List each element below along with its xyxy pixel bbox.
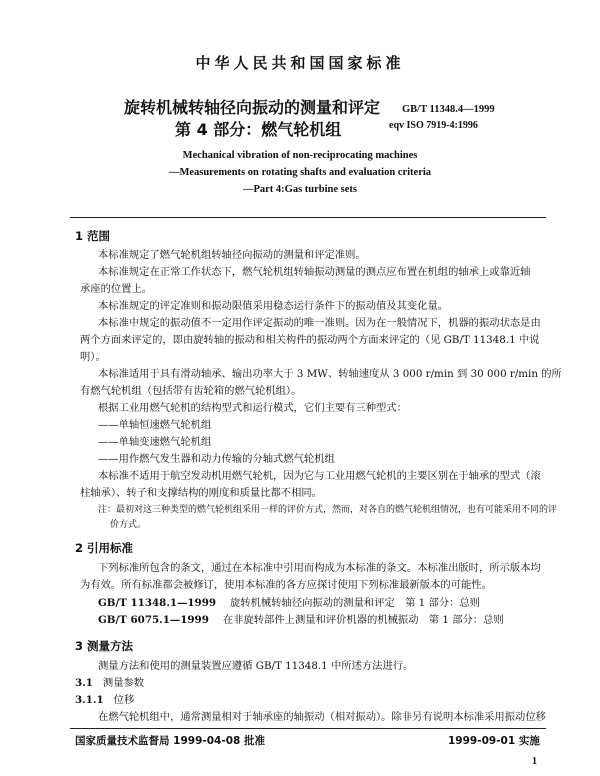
reference-item [98,612,504,628]
paragraph-line: 承座的位置上。 [80,283,153,295]
paragraph-line: 本标准规定了燃气轮机组转轴径向振动的测量和评定准则。 [98,249,366,261]
equivalent-iso-code: eqv ISO 7919-4:1996 [389,120,478,131]
approval-date: 国家质量技术监督局 1999-04-08 批准 [75,735,265,747]
implementation-date: 1999-09-01 实施 [448,735,540,747]
title-divider [70,217,546,218]
footer-divider [70,728,546,729]
note-line: 注：最初对这三种类型的燃气轮机组采用一样的评价方式，然而，对各自的燃气轮机组情况，也有可能采用不同的评 [98,505,558,515]
subsection-number: 3.1.1 [75,694,104,706]
english-title-line1: Mechanical vibration of non-reciprocating machines [182,150,418,161]
paragraph-line: 本标准中规定的振动值不一定用作评定振动的唯一准则。因为在一般情况下，机器的振动状态是由 [98,317,541,329]
english-title-line3: —Part 4:Gas turbine sets [242,184,358,195]
paragraph-line: 下列标准所包含的条文，通过在本标准中引用而构成为本标准的条文。本标准出版时，所示版本均 [98,562,541,574]
document-title-line1: 旋转机械转轴径向振动的测量和评定 [124,98,381,117]
reference-item [98,595,480,611]
paragraph-line: 有燃气轮机组（包括带有齿轮箱的燃气轮机组）。 [80,385,302,397]
section-3-heading: 3 测量方法 [75,639,134,653]
list-item: ——单轴变速燃气轮机组 [98,436,212,448]
paragraph-line: 本标准不适用于航空发动机用燃气轮机，因为它与工业用燃气轮机的主要区别在于轴承的型式（滚 [98,470,541,482]
paragraph-line: 根据工业用燃气轮机的结构型式和运行模式，它们主要有三种型式： [98,402,407,414]
list-item: ——用作燃气发生器和动力传输的分轴式燃气轮机组 [98,453,335,465]
paragraph-line: 在燃气轮机组中，通常测量相对于轴承座的轴振动（相对振动）。除非另有说明本标准采用振动位移 [98,711,546,723]
subsection-title: 测量参数 [102,677,145,689]
subsection-3-1 [75,675,144,691]
standard-code: GB/T 11348.4—1999 [402,104,495,115]
document-title-line2: 第 4 部分：燃气轮机组 [175,120,342,139]
paragraph-line: 柱轴承）、转子和支撑结构的刚度和质量比都不相同。 [80,487,322,499]
paragraph-line: 明）。 [80,351,106,363]
paragraph-line: 为有效。所有标准都会被修订，使用本标准的各方应探讨使用下列标准最新版本的可能性。 [80,579,492,591]
subsection-3-1-1 [75,692,134,708]
section-2-heading: 2 引用标准 [75,541,134,555]
paragraph-line: 本标准规定的评定准则和振动限值采用稳态运行条件下的振动值及其变化量。 [98,300,449,312]
note-line: 价方式。 [110,520,147,530]
page-number: 1 [532,756,537,767]
paragraph-line: 本标准规定在正常工作状态下，燃气轮机组转轴振动测量的测点应布置在机组的轴承上或靠近轴 [98,266,531,278]
reference-code: GB/T 6075.1—1999 [98,614,209,626]
paragraph-line: 测量方法和使用的测量装置应遵循 GB/T 11348.1 中所述方法进行。 [98,660,414,672]
subsection-title: 位移 [113,694,135,706]
reference-code: GB/T 11348.1—1999 [98,597,217,609]
paragraph-line: 本标准适用于具有滑动轴承、输出功率大于 3 MW、转轴速度从 3 000 r/min 到 30 000 r/min 的所 [98,368,562,380]
reference-title: 在非旋转部件上测量和评价机器的机械振动 第 1 部分：总则 [222,614,504,626]
paragraph-line: 两个方面来评定的，即由旋转轴的振动和相关构件的振动两个方面来评定的（见 GB/T 11348.1 中说 [80,334,540,346]
subsection-number: 3.1 [75,677,93,689]
english-title-line2: —Measurements on rotating shafts and evaluation criteria [168,167,432,178]
document-header: 中华人民共和国国家标准 [195,54,405,72]
section-1-heading: 1 范围 [75,229,111,243]
reference-title: 旋转机械转轴径向振动的测量和评定 第 1 部分：总则 [230,597,480,609]
list-item: ——单轴恒速燃气轮机组 [98,419,212,431]
